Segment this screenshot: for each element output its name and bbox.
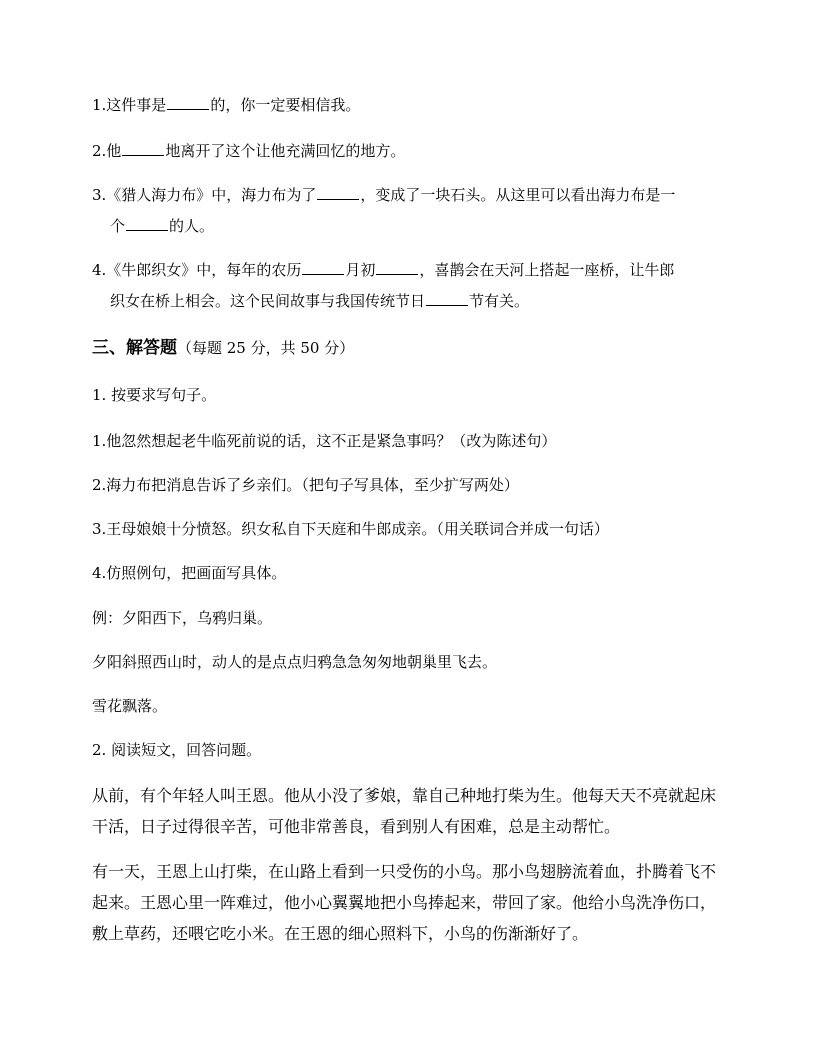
question-label: 1. 按要求写句子。	[92, 386, 217, 404]
fill-in-question-3	[92, 184, 732, 206]
question-label: 2. 阅读短文，回答问题。	[92, 741, 262, 759]
question-text: 个	[110, 217, 126, 235]
section-heading	[92, 336, 354, 360]
example-expanded: 夕阳斜照西山时，动人的是点点归鸦急急匆匆地朝巢里飞去。	[92, 653, 498, 671]
fill-in-question-1	[92, 94, 732, 116]
question-text: 3.《猎人海力布》中，海力布为了	[92, 186, 317, 204]
question-text: 2.他	[92, 142, 122, 160]
sub-question: 2.海力布把消息告诉了乡亲们。（把句子写具体，至少扩写两处）	[92, 476, 519, 494]
question-text: 织女在桥上相会。这个民间故事与我国传统节日	[110, 292, 426, 310]
passage-line: 干活，日子过得很辛苦，可他非常善良，看到别人有困难，总是主动帮忙。	[92, 817, 621, 836]
passage-line: 起来。王恩心里一阵难过，他小心翼翼地把小鸟捧起来，带回了家。他给小鸟洗净伤口，	[92, 893, 717, 912]
question-text: ，喜鹊会在天河上搭起一座桥，让牛郎	[419, 261, 675, 279]
question-text: 的人。	[169, 217, 215, 235]
answer-blank[interactable]	[426, 291, 468, 306]
question-text: 地离开了这个让他充满回忆的地方。	[165, 142, 406, 160]
example-sentence: 例：夕阳西下，乌鸦归巢。	[92, 609, 273, 627]
question-text: 节有关。	[469, 292, 530, 310]
sub-question: 1.他忽然想起老牛临死前说的话，这不正是紧急事吗？（改为陈述句）	[92, 432, 557, 450]
answer-blank[interactable]	[302, 260, 344, 275]
sub-question: 4.仿照例句，把画面写具体。	[92, 564, 287, 582]
passage-line: 有一天，王恩上山打柴，在山路上看到一只受伤的小鸟。那小鸟翅膀流着血，扑腾着飞不	[92, 862, 717, 881]
answer-blank[interactable]	[167, 95, 209, 110]
section-note: （每题 25 分，共 50 分）	[177, 339, 355, 357]
answer-blank[interactable]	[376, 260, 418, 275]
answer-blank[interactable]	[122, 141, 164, 156]
passage-line: 敷上草药，还喂它吃小米。在王恩的细心照料下，小鸟的伤渐渐好了。	[92, 924, 589, 943]
question-text: 月初	[345, 261, 376, 279]
answer-blank[interactable]	[317, 185, 359, 200]
question-text: 4.《牛郎织女》中，每年的农历	[92, 261, 302, 279]
passage-line: 从前，有个年轻人叫王恩。他从小没了爹娘，靠自己种地打柴为生。他每天天不亮就起床	[92, 786, 717, 805]
section-title: 三、解答题	[92, 338, 177, 358]
fill-in-question-4-continued	[110, 290, 750, 312]
prompt-sentence: 雪花飘落。	[92, 697, 168, 715]
fill-in-question-2	[92, 140, 732, 162]
question-text: ，变成了一块石头。从这里可以看出海力布是一	[360, 186, 676, 204]
question-text: 的，你一定要相信我。	[210, 96, 361, 114]
fill-in-question-3-continued	[110, 215, 750, 237]
fill-in-question-4	[92, 259, 732, 281]
answer-blank[interactable]	[126, 216, 168, 231]
question-text: 1.这件事是	[92, 96, 167, 114]
sub-question: 3.王母娘娘十分愤怒。织女私自下天庭和牛郎成亲。（用关联词合并成一句话）	[92, 520, 609, 538]
